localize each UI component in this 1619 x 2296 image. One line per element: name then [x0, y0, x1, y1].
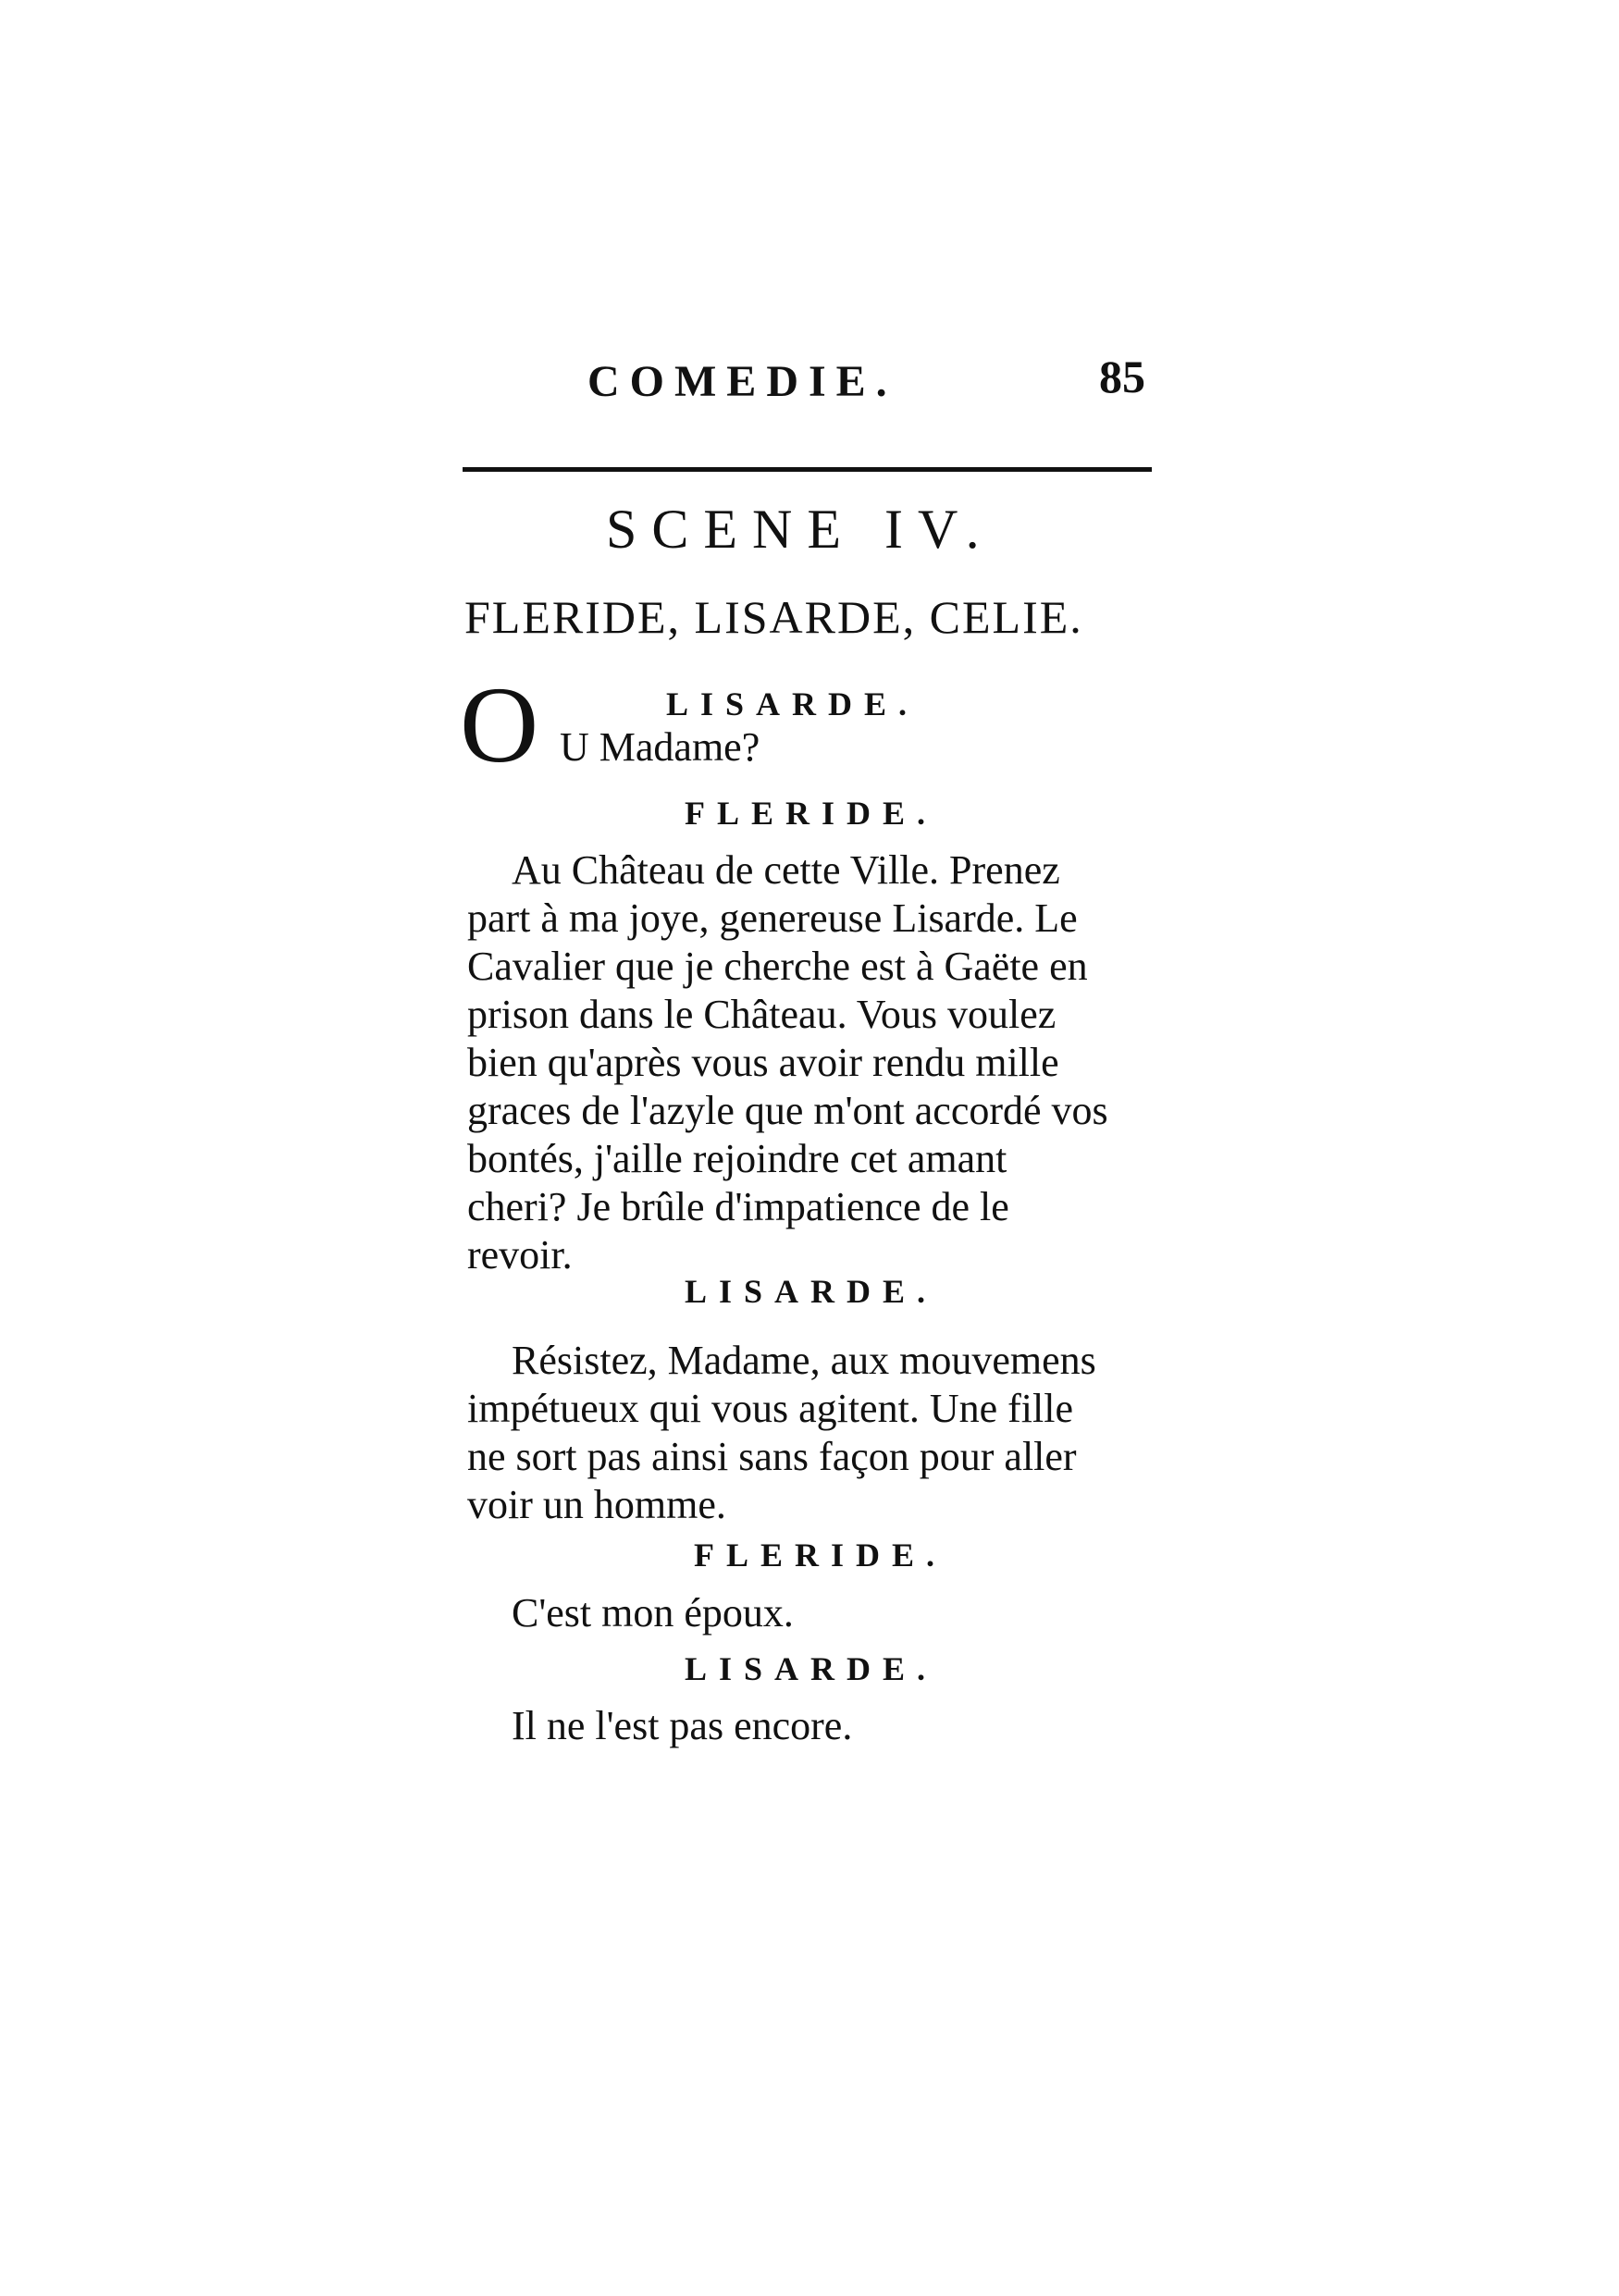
page-number: 85 [1099, 351, 1145, 402]
dialogue-line: cheri? Je brûle d'impatience de le [467, 1184, 1009, 1229]
dialogue-line: bien qu'après vous avoir rendu mille [467, 1040, 1059, 1085]
header-rule [463, 467, 1152, 472]
speaker-name: LISARDE. [685, 1273, 938, 1310]
dialogue-line: impétueux qui vous agitent. Une fille [467, 1386, 1073, 1431]
dialogue-line: C'est mon époux. [512, 1590, 794, 1636]
dialogue-line: Il ne l'est pas encore. [512, 1703, 853, 1748]
dialogue-line: Au Château de cette Ville. Prenez [512, 847, 1060, 893]
speaker-name: FLERIDE. [694, 1537, 947, 1574]
speaker-name: LISARDE. [685, 1650, 938, 1687]
speaker-name: LISARDE. [666, 685, 920, 722]
scene-characters: FLERIDE, LISARDE, CELIE. [464, 591, 1083, 643]
dialogue-line: Résistez, Madame, aux mouvemens [512, 1338, 1096, 1383]
dialogue-line: bontés, j'aille rejoindre cet amant [467, 1136, 1007, 1181]
dialogue-line: Cavalier que je cherche est à Gaëte en [467, 944, 1088, 989]
dialogue-line: prison dans le Château. Vous voulez [467, 992, 1057, 1037]
running-head: COMEDIE. [587, 357, 897, 406]
scene-heading: SCENE IV. [606, 499, 995, 560]
drop-cap: O [460, 664, 539, 785]
dialogue-line: voir un homme. [467, 1482, 726, 1527]
dialogue-line: graces de l'azyle que m'ont accordé vos [467, 1088, 1108, 1133]
dialogue-line: U Madame? [560, 724, 760, 770]
speaker-name: FLERIDE. [685, 795, 938, 832]
dialogue-line: part à ma joye, genereuse Lisarde. Le [467, 895, 1078, 941]
dialogue-line: ne sort pas ainsi sans façon pour aller [467, 1434, 1077, 1479]
dialogue-line: revoir. [467, 1232, 573, 1278]
